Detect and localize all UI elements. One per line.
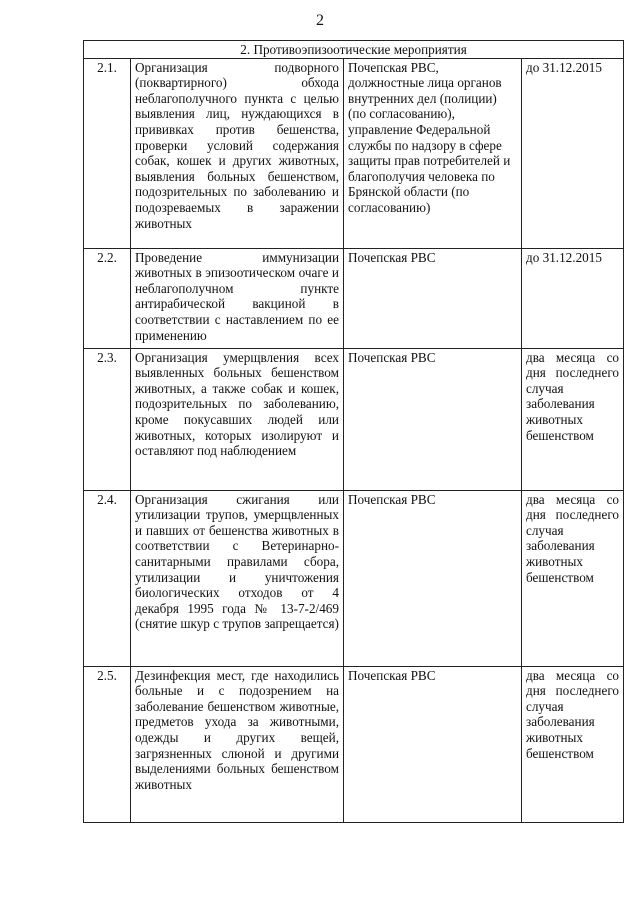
row-number: 2.4. (84, 490, 131, 666)
responsible-cell: Почепская РВС, должностные лица органов внутренних дел (полиции) (по согласованию), управление Федеральной службы по надзору в сфере защиты прав потребителей и благополучия человека по Брянской области (по согласованию) (344, 58, 522, 248)
table-row (84, 666, 624, 822)
row-number: 2.1. (84, 58, 131, 248)
section-title: 2. Противоэпизоотические мероприятия (84, 41, 624, 59)
responsible-cell: Почепская РВС (344, 490, 522, 666)
table-row (84, 348, 624, 490)
deadline-cell: два месяца со дня последнего случая заболевания животных бешенством (522, 348, 624, 490)
deadline-cell: до 31.12.2015 (522, 248, 624, 348)
action-cell: Организация подворного (поквартирного) обхода неблагополучного пункта с целью выявления лиц, нуждающихся в прививках против бешенства, проверки условий содержания собак, кошек и других животных, выявления больных бешенством, подозрительных по заболеванию и подозреваемых в заражении животных (131, 58, 344, 248)
deadline-cell: два месяца со дня последнего случая заболевания животных бешенством (522, 490, 624, 666)
action-cell: Дезинфекция мест, где находились больные и с подозрением на заболевание бешенством животные, предметов ухода за животными, одежды и других вещей, загрязненных слюной и другими выделениями больных бешенством животных (131, 666, 344, 822)
responsible-cell: Почепская РВС (344, 248, 522, 348)
table-row (84, 490, 624, 666)
section-header-row (84, 41, 624, 59)
responsible-cell: Почепская РВС (344, 348, 522, 490)
deadline-cell: до 31.12.2015 (522, 58, 624, 248)
row-number: 2.3. (84, 348, 131, 490)
action-cell: Организация умерщвления всех выявленных больных бешенством животных, а также собак и кошек, подозрительных по заболеванию, кроме покусавших людей или животных, которых изолируют и оставляют под наблюдением (131, 348, 344, 490)
measures-table (83, 40, 624, 823)
table-row (84, 248, 624, 348)
responsible-cell: Почепская РВС (344, 666, 522, 822)
page-number: 2 (316, 12, 324, 29)
row-number: 2.2. (84, 248, 131, 348)
action-cell: Проведение иммунизации животных в эпизоотическом очаге и неблагополучном пункте антирабической вакциной в соответствии с наставлением по ее применению (131, 248, 344, 348)
row-number: 2.5. (84, 666, 131, 822)
action-cell: Организация сжигания или утилизации трупов, умерщвленных и павших от бешенства животных в соответствии с Ветеринарно-санитарными правилами сбора, утилизации и уничтожения биологических отходов от 4 декабря 1995 года № 13-7-2/469 (снятие шкур с трупов запрещается) (131, 490, 344, 666)
deadline-cell: два месяца со дня последнего случая заболевания животных бешенством (522, 666, 624, 822)
table-row (84, 58, 624, 248)
